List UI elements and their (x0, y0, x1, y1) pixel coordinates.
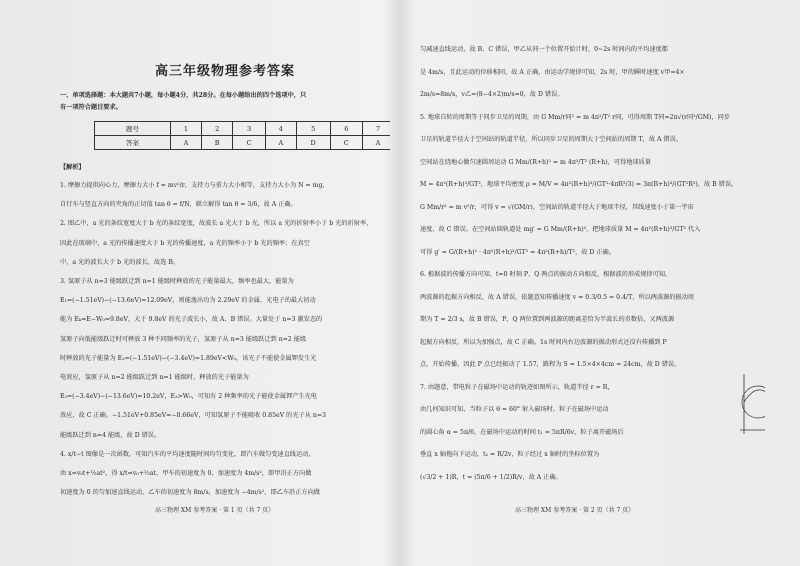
text-line: 自行车与竖直方向的夹角的正切值 tan θ = f/N，联立解得 tan θ = 3/6，故 A 正确。 (60, 201, 297, 209)
text-line: 因此在玻璃中，a 光的传播速度大于 b 光的传播速度，a 光的频率小于 b 光的频率；在真空 (60, 239, 310, 247)
page-2 (420, 0, 765, 566)
text-line: 7. 由题意，带电粒子在磁场中运动的轨迹如图所示，轨道半径 r = R， (420, 383, 614, 391)
section-header: 一、单项选择题：本大题共7小题，每小题4分，共28分。在每小题给出的四个选项中，只 (60, 92, 307, 99)
text-line: 电效应，氢原子从 n=2 能级跃迁到 n=1 能级时，释放的光子能量为 (60, 374, 249, 381)
text-line: 是 4m/s，且此运动的位移相同，故 A 正确，由运动学规律可知，2s 时，甲的瞬时速度 v甲=4× (420, 68, 685, 76)
table-cell: B (201, 136, 232, 150)
text-line: 3. 氢原子从 n=3 能级跃迁到 n=1 能级时释放的光子能量最大，频率也最大，能量为 (60, 278, 294, 285)
text-line: 能为 Eₖ=E−W₀=9.8eV，大于 9.8eV 的光子波长小，故 A、B 错误。大量处于 n=3 激发态的 (60, 316, 323, 324)
table-header-cell: 题号 (95, 122, 171, 136)
text-line: 6. 根据波的传播方向可知，t=0 时刻 P、Q 两点的振动方向相反，根据波的形成规律可知， (420, 271, 672, 278)
text-line: 初速度为 0 的匀加速直线运动，乙车的初速度为 8m/s，加速度为 −4m/s²，即乙车沿正方向做 (60, 489, 320, 497)
text-line: M = 4π²(R+h)³/GT²，地球平均密度 ρ = M/V = 4π²(R+h)³/(GT²·4πR³/3) = 3π(R+h)³/(GT²R³)，故 B 错误。 (420, 181, 738, 188)
text-line: 1. 摩擦力提供向心力，摩擦力大小 f = mv²/r，支持力与重力大小相等，支持力大小为 N = mg， (60, 182, 329, 189)
table-cell: 7 (363, 122, 391, 136)
table-cell: 6 (330, 122, 362, 136)
table-cell: A (363, 136, 391, 150)
text-line: 空间站在绕地心做匀速圆周运动 G Mm/(R+h)² = m 4π²/T² (R+h)，可得地球质量 (420, 158, 651, 166)
table-cell: C (330, 136, 362, 150)
text-line: (√3/2 + 1)R，t = (5π/6 + 1/2)R/v，故 A 正确。 (420, 473, 562, 481)
text-line: 两波源的起振方向相反，故 A 错误，依题意知传播速度 v = 0.3/0.5 = 0.4/T，所以两波源的振动周 (420, 293, 695, 301)
page-1 (60, 0, 390, 566)
table-row-answers (95, 136, 391, 150)
text-line: G Mm/r² = m v²/r，可得 v = √(GM/r)，空间站的轨道半径大于地球半径，其线速度小于第一宇宙 (420, 203, 694, 211)
analysis-label: 【解析】 (60, 164, 85, 171)
table-cell: A (265, 136, 296, 150)
table-header-cell: 答案 (95, 136, 171, 150)
page-footer: 高三物理 XM 参考答案 · 第 1 页（共 7 页） (155, 507, 275, 514)
field-circle (742, 386, 765, 418)
text-line: 速度，故 C 错误。在空间站圆轨道处 mg′ = G Mm/(R+h)²，把地球质量 M = 4π²(R+h)³/GT² 代入 (420, 226, 701, 233)
table-cell: 5 (296, 122, 330, 136)
table-cell: 3 (233, 122, 265, 136)
table-cell: 1 (171, 122, 202, 136)
text-line: E₃=(−3.4eV)−(−13.6eV)=10.2eV，E₃>W₀，可知有 2 种频率的光子能使金属钾产生光电 (60, 393, 318, 401)
text-line: 2. 图乙中，a 光的条纹宽度大于 b 光的条纹宽度，故波长 a 光大于 b 光，所以 a 光的折射率小于 b 光的折射率， (60, 220, 373, 228)
text-line: 的圆心角 α = 5π/6，在磁场中运动的时间 t₁ = 5πR/6v，粒子离开磁场后 (420, 428, 624, 436)
text-line: E₁=(−1.51eV)−(−13.6eV)=12.09eV，则能逸出功为 2.29eV 的金属，光电子的最大初动 (60, 297, 316, 305)
text-line: 卫星的轨道半径大于空间站的轨道半径，所以同步卫星的周期大于空间站的周期 T，故 A 错误。 (420, 136, 682, 143)
answer-table (94, 121, 390, 150)
text-line: 4. x/t−t 图像是一次函数，可知汽车的平均速度随时间均匀变化，即汽车做匀变速直线运动， (60, 450, 315, 458)
particle-path (744, 390, 765, 402)
page-footer: 高三物理 XM 参考答案 · 第 2 页（共 7 页） (515, 507, 635, 514)
table-cell: 2 (201, 122, 232, 136)
text-line: 氢原子向低能级跃迁时可释放 3 种不同频率的光子，氢原子从 n=3 能级跃迁到 n=2 能级 (60, 335, 307, 343)
section-header-cont: 有一项符合题目要求。 (60, 104, 122, 111)
table-row-numbers (95, 122, 391, 136)
text-line: 起振方向相反，所以为加强点，故 C 正确。1s 时间内右边波源的振动形式还没有传播到 P (420, 338, 667, 346)
text-line: 匀减速直线运动，故 B、C 错误，甲乙从同一个位置开始计时，0~2s 时间内的平均速度都 (420, 46, 668, 53)
trajectory-diagram (738, 372, 765, 442)
text-line: 期为 T = 2/3 s，故 B 错误，P、Q 两位置到两波源的距离差恰为半波长的奇数倍，又两波源 (420, 316, 675, 323)
text-line: 2m/s=8m/s，v乙=(8−4×2)m/s=0，故 D 错误。 (420, 91, 564, 98)
table-cell: D (296, 136, 330, 150)
text-line: 时释放的光子能量为 E₂=(−1.51eV)−(−3.4eV)=1.89eV<W₀，该光子不能使金属钾发生光 (60, 354, 317, 362)
text-line: 中，a 光的波长大于 b 光的波长，故选 B。 (60, 258, 180, 266)
table-cell: C (233, 136, 265, 150)
text-line: 效应，故 C 正确。−1.51eV+0.85eV=−0.66eV，可知氢原子不能吸收 0.85eV 的光子从 n=3 (60, 412, 326, 420)
text-line: 垂直 x 轴拖向下运动，t₂ = R/2v，粒子经过 x 轴时的坐标位置为 (420, 451, 600, 458)
text-line: 点，开始传播，因此 P 点已经振动了 1.57，路程为 S = 1.5×4×4cm = 24cm，故 D 错误。 (420, 361, 681, 368)
table-cell: A (171, 136, 202, 150)
text-line: 可得 g′ = G/(R+h)² · 4π²(R+h)³/GT² = 4π²(R+h)/T²，故 D 正确。 (420, 248, 615, 256)
page-title: 高三年级物理参考答案 (154, 64, 295, 79)
text-line: 5. 地球自转的周期等于同步卫星的周期，由 G Mm/r同² = m 4π²/T² r同，可得周期 T同=2π√(r同³/GM)，同步 (420, 113, 731, 121)
table-cell: 4 (265, 122, 296, 136)
text-line: 由 x=v₀t+½at²，得 x/t=v₀+½at，甲车的初速度为 0，加速度为 4m/s²，即甲沿正方向做 (60, 470, 312, 477)
text-line: 由几何知识可知，当粒子以 θ = 60° 射入磁场时，粒子在磁场中运动 (420, 406, 609, 413)
text-line: 能级跃迁到 n=4 能级，故 D 错误。 (60, 431, 161, 439)
